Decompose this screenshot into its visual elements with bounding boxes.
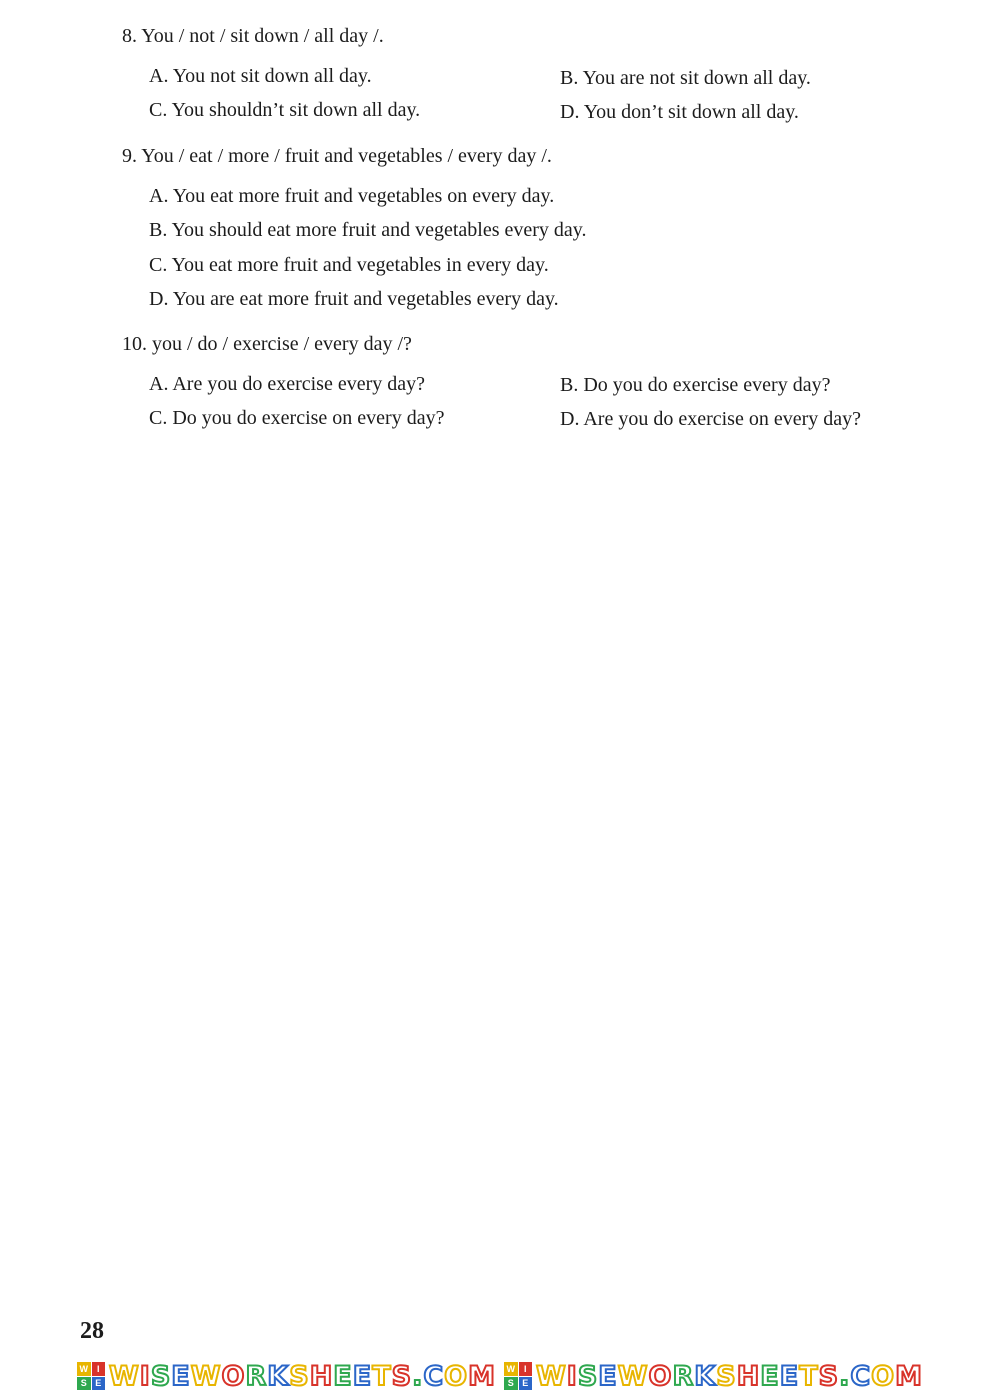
brand-left [77, 1361, 496, 1392]
question-9-option-d: D. You are eat more fruit and vegetables every day. [149, 288, 559, 310]
logo-icon [504, 1362, 532, 1390]
logo-letter: I [519, 1362, 533, 1376]
page-number: 28 [80, 1318, 104, 1344]
logo-letter: I [92, 1362, 106, 1376]
logo-icon [77, 1362, 105, 1390]
brand-wordmark: WISEWORKSHEETS.COM [536, 1360, 923, 1392]
question-8-option-a: A. You not sit down all day. [149, 65, 372, 87]
question-9-prompt: 9. You / eat / more / fruit and vegetables / every day /. [122, 145, 552, 167]
question-10-option-d: D. Are you do exercise on every day? [560, 408, 861, 430]
logo-letter: W [77, 1362, 91, 1376]
question-8-option-b: B. You are not sit down all day. [560, 67, 811, 89]
logo-letter: S [504, 1377, 518, 1391]
question-9-option-c: C. You eat more fruit and vegetables in every day. [149, 254, 549, 276]
brand-right [504, 1361, 923, 1392]
logo-letter: E [519, 1377, 533, 1391]
logo-letter: S [77, 1377, 91, 1391]
question-8-option-d: D. You don’t sit down all day. [560, 101, 799, 123]
footer-watermark [0, 1358, 1000, 1394]
question-10-option-b: B. Do you do exercise every day? [560, 374, 831, 396]
logo-letter: E [92, 1377, 106, 1391]
logo-letter: W [504, 1362, 518, 1376]
question-10-prompt: 10. you / do / exercise / every day /? [122, 333, 412, 355]
question-9-option-a: A. You eat more fruit and vegetables on every day. [149, 185, 555, 207]
question-10-option-a: A. Are you do exercise every day? [149, 373, 425, 395]
question-8-prompt: 8. You / not / sit down / all day /. [122, 25, 384, 47]
question-8-option-c: C. You shouldn’t sit down all day. [149, 99, 421, 121]
question-9-option-b: B. You should eat more fruit and vegetables every day. [149, 219, 587, 241]
brand-wordmark: WISEWORKSHEETS.COM [109, 1360, 496, 1392]
question-10-option-c: C. Do you do exercise on every day? [149, 407, 445, 429]
